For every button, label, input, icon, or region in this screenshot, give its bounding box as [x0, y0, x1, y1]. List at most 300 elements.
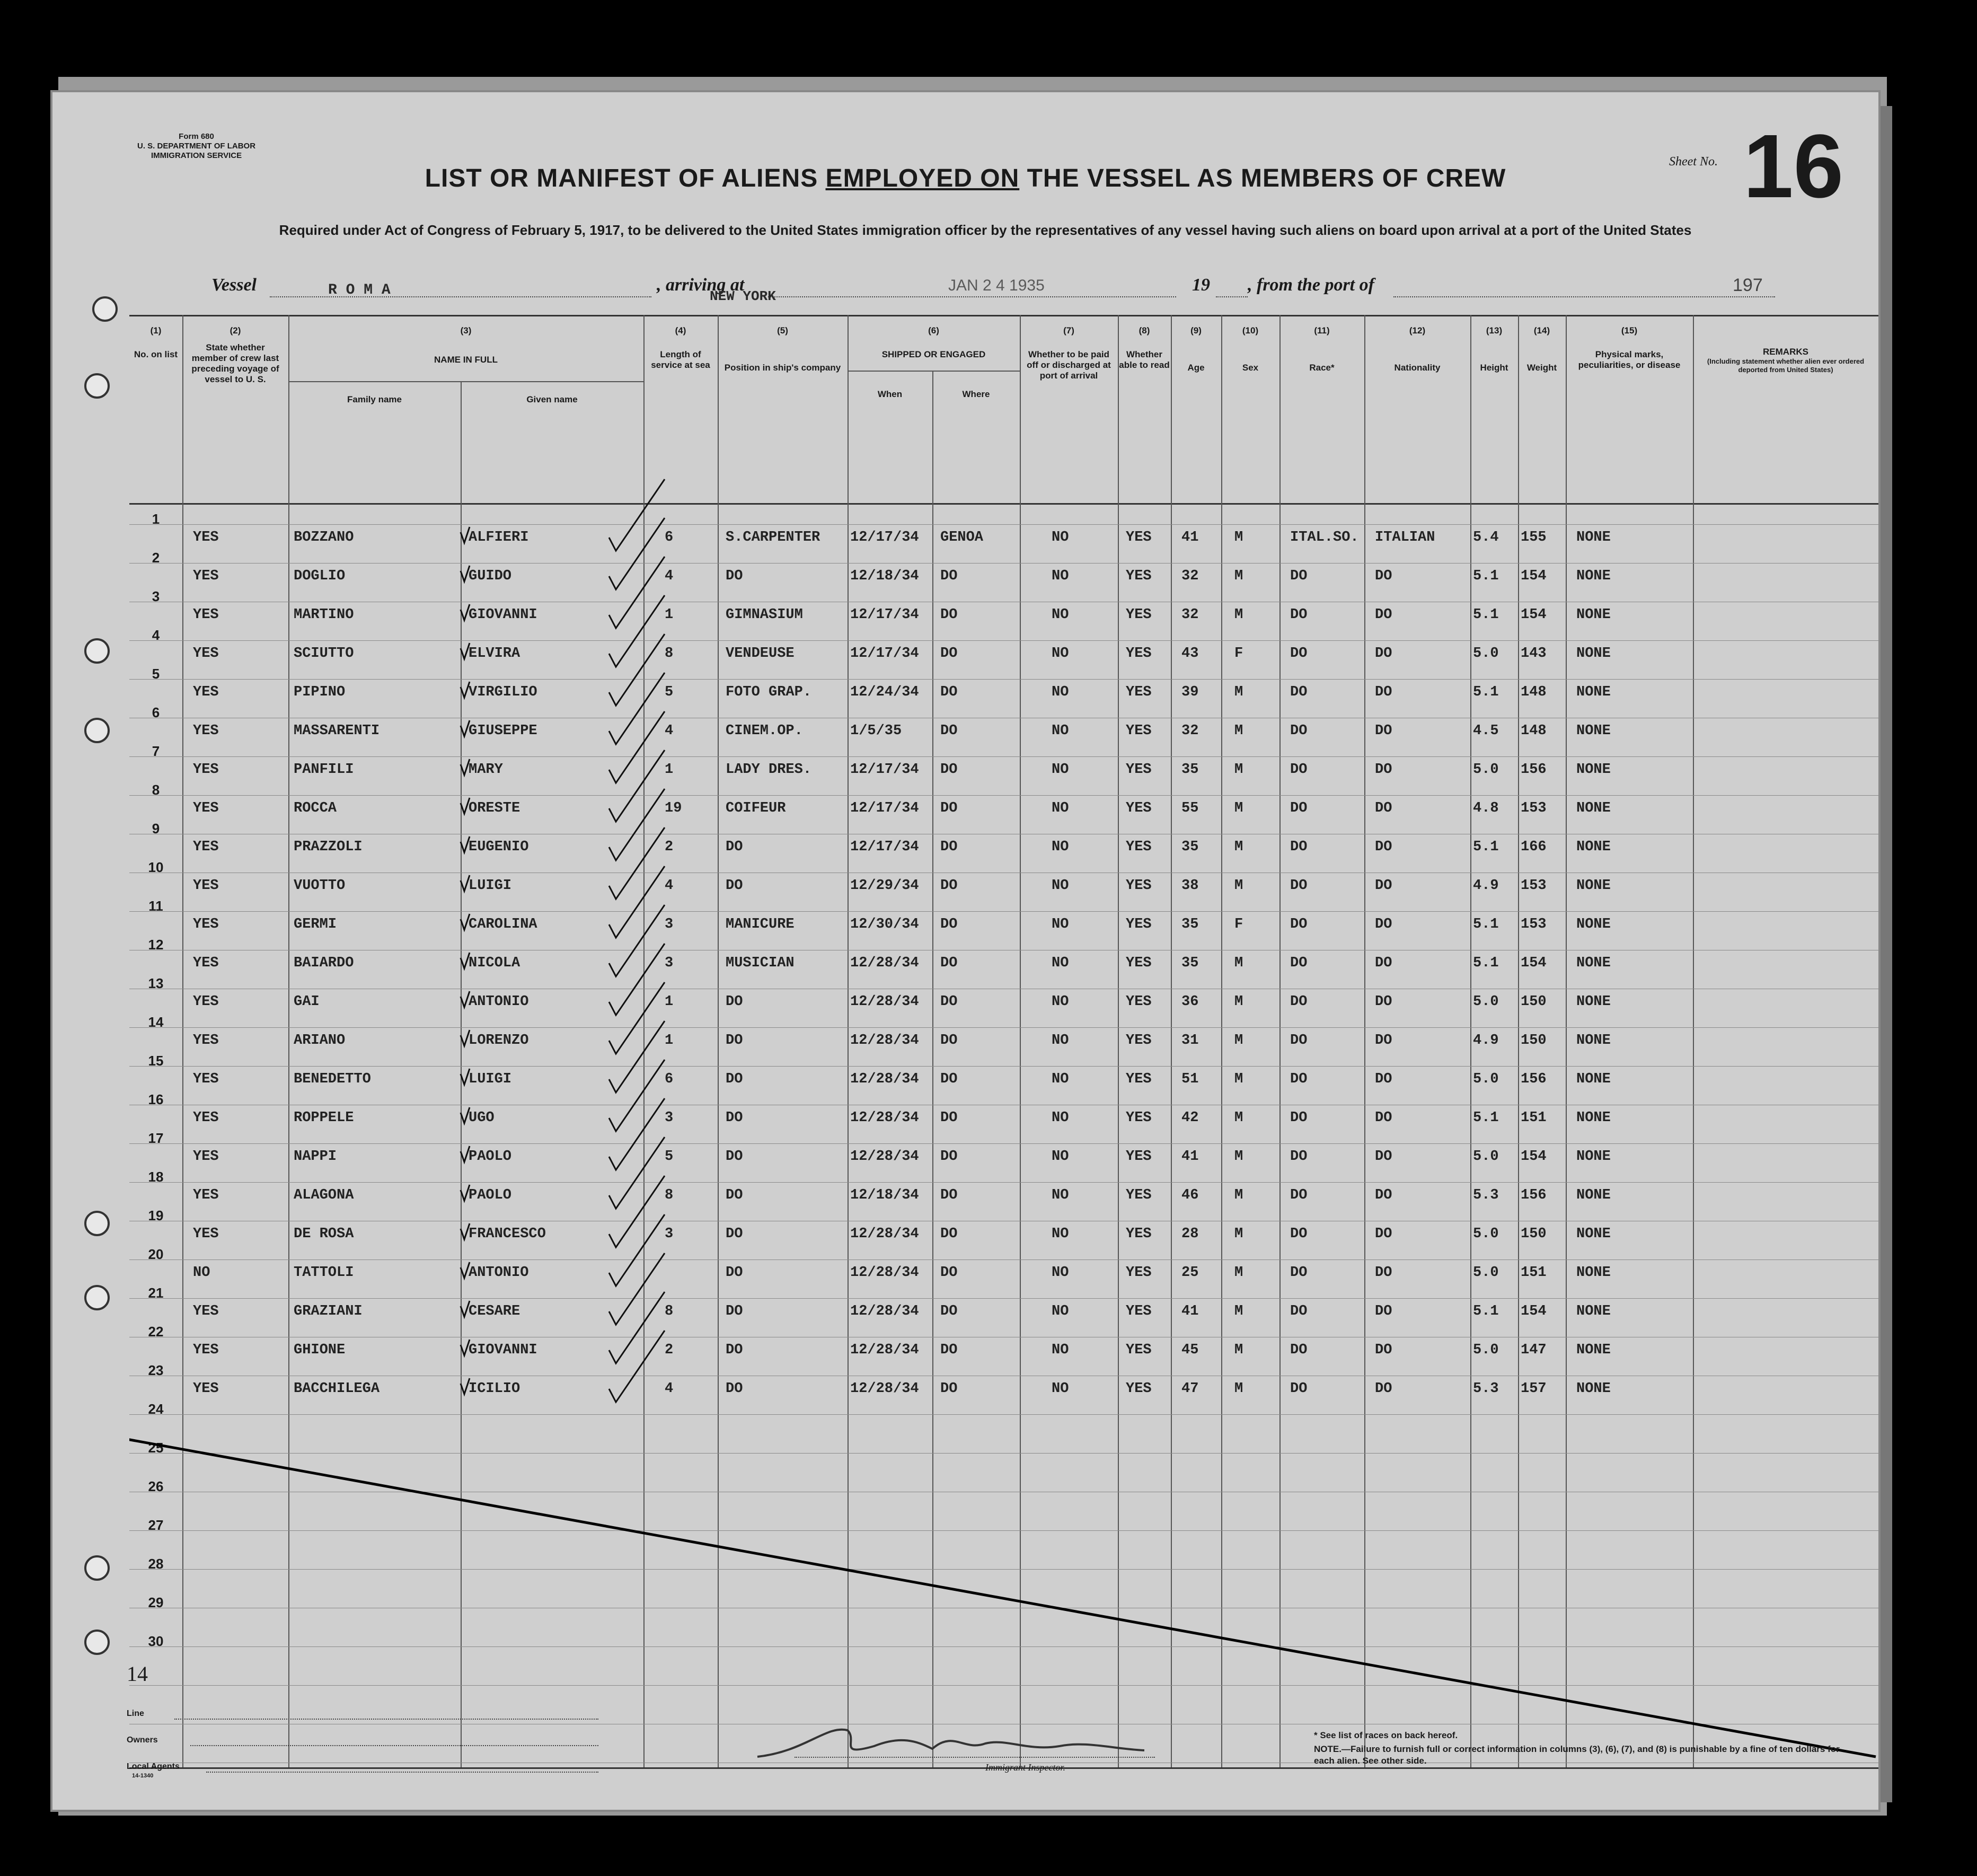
cell-position: DO — [726, 1071, 743, 1087]
cell-family: DOGLIO — [294, 568, 346, 584]
col10-header: (10) Sex — [1242, 325, 1259, 373]
cell-age: 41 — [1181, 1149, 1199, 1165]
cell-sex: M — [1234, 1110, 1243, 1126]
cell-position: DO — [726, 1226, 743, 1242]
cell-sex: M — [1234, 723, 1243, 739]
cell-marks: NONE — [1576, 1342, 1611, 1358]
check-mark — [609, 1021, 665, 1093]
cell-service: 1 — [665, 762, 674, 778]
cell-read: YES — [1126, 800, 1152, 816]
vessel-label: Vessel — [211, 275, 257, 295]
cell-prev: YES — [193, 1110, 219, 1126]
col9-header: (9) Age — [1187, 325, 1205, 373]
cell-position: DO — [726, 878, 743, 894]
cancel-line-overlay — [129, 315, 1878, 1773]
cell-paid: NO — [1052, 1149, 1069, 1165]
cell-marks: NONE — [1576, 1265, 1611, 1281]
cell-race: DO — [1290, 762, 1308, 778]
cell-age: 25 — [1181, 1265, 1199, 1281]
cell-when: 12/28/34 — [850, 1149, 919, 1165]
cell-height: 5.0 — [1473, 994, 1499, 1010]
cell-sex: M — [1234, 955, 1243, 971]
cell-read: YES — [1126, 1149, 1152, 1165]
cell-where: DO — [940, 1303, 958, 1319]
check-mark — [461, 643, 470, 659]
cell-paid: NO — [1052, 1303, 1069, 1319]
cell-marks: NONE — [1576, 684, 1611, 700]
cell-when: 12/28/34 — [850, 1342, 919, 1358]
agents-field — [206, 1772, 598, 1773]
row-number: 24 — [148, 1401, 164, 1417]
cell-paid: NO — [1052, 530, 1069, 545]
cell-nat: DO — [1375, 917, 1392, 932]
cell-read: YES — [1126, 917, 1152, 932]
cell-age: 42 — [1181, 1110, 1199, 1126]
cell-given: LUIGI — [469, 878, 512, 894]
cell-position: DO — [726, 1381, 743, 1397]
cell-marks: NONE — [1576, 646, 1611, 662]
cell-family: ROCCA — [294, 800, 337, 816]
cell-given: PAOLO — [469, 1187, 512, 1203]
cell-prev: YES — [193, 994, 219, 1010]
check-mark — [609, 789, 665, 860]
cell-where: DO — [940, 1342, 958, 1358]
cell-nat: DO — [1375, 1187, 1392, 1203]
cell-age: 28 — [1181, 1226, 1199, 1242]
check-mark — [461, 836, 470, 852]
cell-read: YES — [1126, 684, 1152, 700]
cell-given: CAROLINA — [469, 917, 537, 932]
cell-height: 5.3 — [1473, 1381, 1499, 1397]
cell-marks: NONE — [1576, 800, 1611, 816]
year-line — [1216, 296, 1248, 297]
cell-sex: M — [1234, 1226, 1243, 1242]
vessel-name-line — [270, 296, 651, 297]
check-mark — [609, 1292, 665, 1363]
cell-given: FRANCESCO — [469, 1226, 546, 1242]
cell-position: GIMNASIUM — [726, 607, 803, 623]
owners-label: Owners — [127, 1736, 158, 1745]
cell-weight: 151 — [1521, 1265, 1547, 1281]
check-marks — [461, 479, 665, 1402]
cell-paid: NO — [1052, 1342, 1069, 1358]
check-mark — [461, 527, 470, 543]
row-number: 14 — [148, 1014, 164, 1030]
cell-read: YES — [1126, 955, 1152, 971]
row-number: 8 — [152, 782, 160, 798]
cell-where: DO — [940, 1071, 958, 1087]
cell-prev: YES — [193, 1226, 219, 1242]
arriving-label: , arriving at — [657, 275, 745, 295]
cell-weight: 143 — [1521, 646, 1547, 662]
cell-prev: YES — [193, 1303, 219, 1319]
cell-age: 45 — [1181, 1342, 1199, 1358]
vessel-name: R O M A — [328, 282, 391, 298]
punch-hole — [84, 638, 110, 664]
where-header: Where — [962, 389, 990, 399]
cell-weight: 150 — [1521, 1226, 1547, 1242]
row-number: 20 — [148, 1246, 164, 1262]
cell-position: DO — [726, 1149, 743, 1165]
cell-race: DO — [1290, 1226, 1308, 1242]
check-mark — [461, 991, 470, 1007]
cell-marks: NONE — [1576, 1110, 1611, 1126]
sheet-number: 16 — [1743, 116, 1844, 217]
row-number: 16 — [148, 1091, 164, 1107]
cell-given: EUGENIO — [469, 839, 529, 855]
cell-prev: YES — [193, 530, 219, 545]
cell-where: DO — [940, 917, 958, 932]
cell-family: MASSARENTI — [294, 723, 380, 739]
check-mark — [609, 827, 665, 899]
row-number: 23 — [148, 1362, 164, 1378]
cell-height: 5.1 — [1473, 568, 1499, 584]
check-mark — [609, 1060, 665, 1131]
cell-position: VENDEUSE — [726, 646, 795, 662]
cell-height: 5.0 — [1473, 1149, 1499, 1165]
cell-age: 32 — [1181, 568, 1199, 584]
title-part-3: THE VESSEL AS MEMBERS OF CREW — [1019, 164, 1506, 192]
col12-header: (12) Nationality — [1394, 325, 1441, 373]
cell-height: 5.1 — [1473, 917, 1499, 932]
cell-age: 47 — [1181, 1381, 1199, 1397]
cell-service: 1 — [665, 1033, 674, 1049]
cell-weight: 156 — [1521, 1071, 1547, 1087]
check-mark — [609, 905, 665, 976]
cell-nat: DO — [1375, 607, 1392, 623]
from-port-line — [1393, 296, 1775, 297]
cell-age: 46 — [1181, 1187, 1199, 1203]
cell-read: YES — [1126, 568, 1152, 584]
cell-paid: NO — [1052, 1110, 1069, 1126]
races-note: * See list of races on back hereof. — [1314, 1730, 1458, 1740]
remarks-header: REMARKS (Including statement whether alien ever ordered deported from United States) — [1707, 347, 1865, 374]
cell-given: NICOLA — [469, 955, 520, 971]
cell-where: DO — [940, 1149, 958, 1165]
cell-prev: YES — [193, 568, 219, 584]
cell-age: 39 — [1181, 684, 1199, 700]
cell-service: 8 — [665, 646, 674, 662]
cell-race: DO — [1290, 878, 1308, 894]
line-label: Line — [127, 1709, 144, 1718]
cell-where: DO — [940, 955, 958, 971]
check-mark — [609, 1098, 665, 1170]
punch-hole — [84, 718, 110, 743]
check-mark — [609, 479, 665, 551]
cell-race: DO — [1290, 646, 1308, 662]
cell-paid: NO — [1052, 1033, 1069, 1049]
cell-when: 12/30/34 — [850, 917, 919, 932]
cell-given: GIUSEPPE — [469, 723, 537, 739]
cell-race: ITAL.SO. — [1290, 530, 1359, 545]
manifest-sheet — [50, 90, 1881, 1812]
cell-service: 3 — [665, 917, 674, 932]
cell-race: DO — [1290, 684, 1308, 700]
cell-sex: M — [1234, 684, 1243, 700]
cell-marks: NONE — [1576, 1381, 1611, 1397]
cell-sex: M — [1234, 1187, 1243, 1203]
page-subtitle: Required under Act of Congress of February 5, 1917, to be delivered to the United States immigration officer by the representatives of any vessel having such aliens on board upon arrival at a port of the United States — [279, 222, 1692, 238]
cell-family: VUOTTO — [294, 878, 346, 894]
cell-weight: 154 — [1521, 1303, 1547, 1319]
when-header: When — [877, 389, 903, 399]
margin-mark: 14 — [127, 1662, 148, 1686]
cell-family: ALAGONA — [294, 1187, 354, 1203]
col11-header: (11) Race* — [1309, 325, 1335, 373]
row-number: 15 — [148, 1053, 164, 1069]
cell-weight: 153 — [1521, 917, 1547, 932]
cell-position: DO — [726, 1110, 743, 1126]
check-mark — [609, 595, 665, 667]
cell-age: 32 — [1181, 723, 1199, 739]
cell-read: YES — [1126, 1110, 1152, 1126]
cell-prev: YES — [193, 955, 219, 971]
cell-where: DO — [940, 607, 958, 623]
cell-prev: YES — [193, 1342, 219, 1358]
cell-sex: M — [1234, 1342, 1243, 1358]
arriving-port: NEW YORK — [710, 288, 776, 304]
cell-where: DO — [940, 839, 958, 855]
cell-age: 55 — [1181, 800, 1199, 816]
cell-marks: NONE — [1576, 1033, 1611, 1049]
cell-service: 4 — [665, 1381, 674, 1397]
cell-given: ORESTE — [469, 800, 520, 816]
cell-given: UGO — [469, 1110, 495, 1126]
row-number: 29 — [148, 1595, 164, 1610]
cell-where: DO — [940, 1187, 958, 1203]
check-mark — [461, 1340, 470, 1355]
cell-race: DO — [1290, 800, 1308, 816]
cell-paid: NO — [1052, 684, 1069, 700]
manifest-table — [129, 315, 1878, 1773]
cell-nat: DO — [1375, 1381, 1392, 1397]
cell-read: YES — [1126, 1381, 1152, 1397]
inspector-line — [795, 1757, 1155, 1758]
cell-weight: 154 — [1521, 955, 1547, 971]
cell-paid: NO — [1052, 1071, 1069, 1087]
col1-header: (1) No. on list — [134, 325, 178, 359]
check-mark — [461, 720, 470, 736]
cell-where: DO — [940, 1033, 958, 1049]
cell-when: 12/18/34 — [850, 568, 919, 584]
check-mark — [461, 1030, 470, 1046]
cell-family: MARTINO — [294, 607, 354, 623]
agents-label: Local Agents — [127, 1762, 180, 1771]
owners-field — [190, 1745, 598, 1746]
cell-nat: DO — [1375, 723, 1392, 739]
cell-nat: DO — [1375, 994, 1392, 1010]
cell-position: MUSICIAN — [726, 955, 795, 971]
cell-nat: DO — [1375, 1110, 1392, 1126]
cell-position: DO — [726, 994, 743, 1010]
check-mark — [461, 953, 470, 968]
cell-weight: 154 — [1521, 607, 1547, 623]
cell-when: 12/17/34 — [850, 530, 919, 545]
cell-nat: DO — [1375, 878, 1392, 894]
cell-given: ICILIO — [469, 1381, 520, 1397]
from-port-label: , from the port of — [1248, 275, 1374, 295]
cell-nat: DO — [1375, 1303, 1392, 1319]
cell-height: 5.0 — [1473, 646, 1499, 662]
cell-race: DO — [1290, 839, 1308, 855]
cell-age: 51 — [1181, 1071, 1199, 1087]
cell-prev: NO — [193, 1265, 210, 1281]
cell-nat: DO — [1375, 955, 1392, 971]
row-number: 22 — [148, 1324, 164, 1340]
cell-service: 1 — [665, 607, 674, 623]
cell-service: 6 — [665, 1071, 674, 1087]
cell-family: BENEDETTO — [294, 1071, 371, 1087]
cell-race: DO — [1290, 917, 1308, 932]
cell-paid: NO — [1052, 646, 1069, 662]
cell-nat: DO — [1375, 1071, 1392, 1087]
row-number: 12 — [148, 937, 164, 953]
penalty-note: NOTE.—Failure to furnish full or correct information in columns (3), (6), (7), and (8) is punishable by a fine of ten dollars for each alien. See other side. — [1314, 1744, 1840, 1766]
cell-read: YES — [1126, 607, 1152, 623]
cell-height: 5.0 — [1473, 1071, 1499, 1087]
cell-when: 12/28/34 — [850, 1110, 919, 1126]
cell-when: 12/17/34 — [850, 800, 919, 816]
check-mark — [461, 798, 470, 814]
cell-sex: M — [1234, 1265, 1243, 1281]
cell-weight: 148 — [1521, 684, 1547, 700]
cell-marks: NONE — [1576, 762, 1611, 778]
cell-weight: 166 — [1521, 839, 1547, 855]
cell-where: DO — [940, 1226, 958, 1242]
cell-read: YES — [1126, 1303, 1152, 1319]
cell-age: 41 — [1181, 530, 1199, 545]
cell-weight: 151 — [1521, 1110, 1547, 1126]
inspector-label: Immigrant Inspector. — [985, 1762, 1065, 1773]
check-mark — [461, 1301, 470, 1317]
check-mark — [461, 1107, 470, 1123]
cell-height: 5.1 — [1473, 1303, 1499, 1319]
cell-sex: F — [1234, 646, 1243, 662]
cell-age: 41 — [1181, 1303, 1199, 1319]
row-number: 4 — [152, 627, 160, 643]
cell-read: YES — [1126, 994, 1152, 1010]
row-number: 27 — [148, 1517, 164, 1533]
cell-when: 12/17/34 — [850, 762, 919, 778]
cell-family: BACCHILEGA — [294, 1381, 380, 1397]
cell-weight: 156 — [1521, 762, 1547, 778]
cell-weight: 153 — [1521, 800, 1547, 816]
cell-nat: DO — [1375, 762, 1392, 778]
cell-nat: ITALIAN — [1375, 530, 1435, 545]
row-number: 17 — [148, 1130, 164, 1146]
cell-nat: DO — [1375, 646, 1392, 662]
row-number: 25 — [148, 1440, 164, 1456]
cell-read: YES — [1126, 1187, 1152, 1203]
cell-given: GIOVANNI — [469, 1342, 537, 1358]
cell-family: NAPPI — [294, 1149, 337, 1165]
cell-when: 12/18/34 — [850, 1187, 919, 1203]
cell-where: DO — [940, 723, 958, 739]
cell-when: 12/28/34 — [850, 1303, 919, 1319]
cell-prev: YES — [193, 1381, 219, 1397]
cell-service: 3 — [665, 1226, 674, 1242]
cell-service: 6 — [665, 530, 674, 545]
cell-age: 38 — [1181, 878, 1199, 894]
row-number: 7 — [152, 743, 160, 759]
cell-age: 31 — [1181, 1033, 1199, 1049]
cell-position: DO — [726, 839, 743, 855]
cell-when: 12/17/34 — [850, 839, 919, 855]
cell-position: S.CARPENTER — [726, 530, 820, 545]
cell-nat: DO — [1375, 684, 1392, 700]
cell-race: DO — [1290, 1265, 1308, 1281]
cell-when: 12/28/34 — [850, 1033, 919, 1049]
cell-age: 32 — [1181, 607, 1199, 623]
cell-prev: YES — [193, 1033, 219, 1049]
punch-hole — [84, 1555, 110, 1581]
title-part-2: EMPLOYED ON — [825, 164, 1020, 192]
col3-header: (3) NAME IN FULL — [434, 325, 498, 365]
check-mark — [609, 1214, 665, 1286]
cell-weight: 154 — [1521, 568, 1547, 584]
cell-read: YES — [1126, 723, 1152, 739]
check-mark — [461, 1223, 470, 1239]
cell-height: 4.9 — [1473, 878, 1499, 894]
check-mark — [461, 1069, 470, 1085]
cell-paid: NO — [1052, 1265, 1069, 1281]
cell-given: ELVIRA — [469, 646, 520, 662]
cell-paid: NO — [1052, 762, 1069, 778]
cell-nat: DO — [1375, 839, 1392, 855]
cell-age: 35 — [1181, 955, 1199, 971]
cell-position: MANICURE — [726, 917, 795, 932]
cell-sex: M — [1234, 994, 1243, 1010]
cell-weight: 147 — [1521, 1342, 1547, 1358]
col6-header: (6) SHIPPED OR ENGAGED — [881, 325, 986, 359]
cell-marks: NONE — [1576, 917, 1611, 932]
cell-family: GRAZIANI — [294, 1303, 363, 1319]
check-mark — [461, 1378, 470, 1394]
cell-paid: NO — [1052, 1226, 1069, 1242]
cell-given: CESARE — [469, 1303, 520, 1319]
cell-read: YES — [1126, 762, 1152, 778]
cell-where: GENOA — [940, 530, 984, 545]
cell-race: DO — [1290, 1110, 1308, 1126]
punch-hole — [84, 373, 110, 399]
page-number: 197 — [1733, 275, 1763, 295]
cell-height: 4.5 — [1473, 723, 1499, 739]
cell-sex: M — [1234, 800, 1243, 816]
given-name-header: Given name — [526, 394, 578, 404]
cell-height: 4.8 — [1473, 800, 1499, 816]
cell-where: DO — [940, 762, 958, 778]
cell-race: DO — [1290, 1381, 1308, 1397]
cell-weight: 150 — [1521, 994, 1547, 1010]
cell-sex: M — [1234, 1381, 1243, 1397]
inspector-signature — [742, 1709, 1166, 1773]
cell-paid: NO — [1052, 1381, 1069, 1397]
cell-paid: NO — [1052, 917, 1069, 932]
row-number: 13 — [148, 975, 164, 991]
form-number: Form 680 — [179, 132, 214, 141]
cell-read: YES — [1126, 1226, 1152, 1242]
check-mark — [609, 1176, 665, 1247]
cell-position: DO — [726, 1265, 743, 1281]
cell-sex: M — [1234, 568, 1243, 584]
cell-when: 12/28/34 — [850, 1226, 919, 1242]
cell-race: DO — [1290, 1303, 1308, 1319]
row-number: 19 — [148, 1208, 164, 1223]
cell-marks: NONE — [1576, 1303, 1611, 1319]
cell-given: GUIDO — [469, 568, 512, 584]
cell-height: 5.0 — [1473, 762, 1499, 778]
cell-age: 35 — [1181, 762, 1199, 778]
